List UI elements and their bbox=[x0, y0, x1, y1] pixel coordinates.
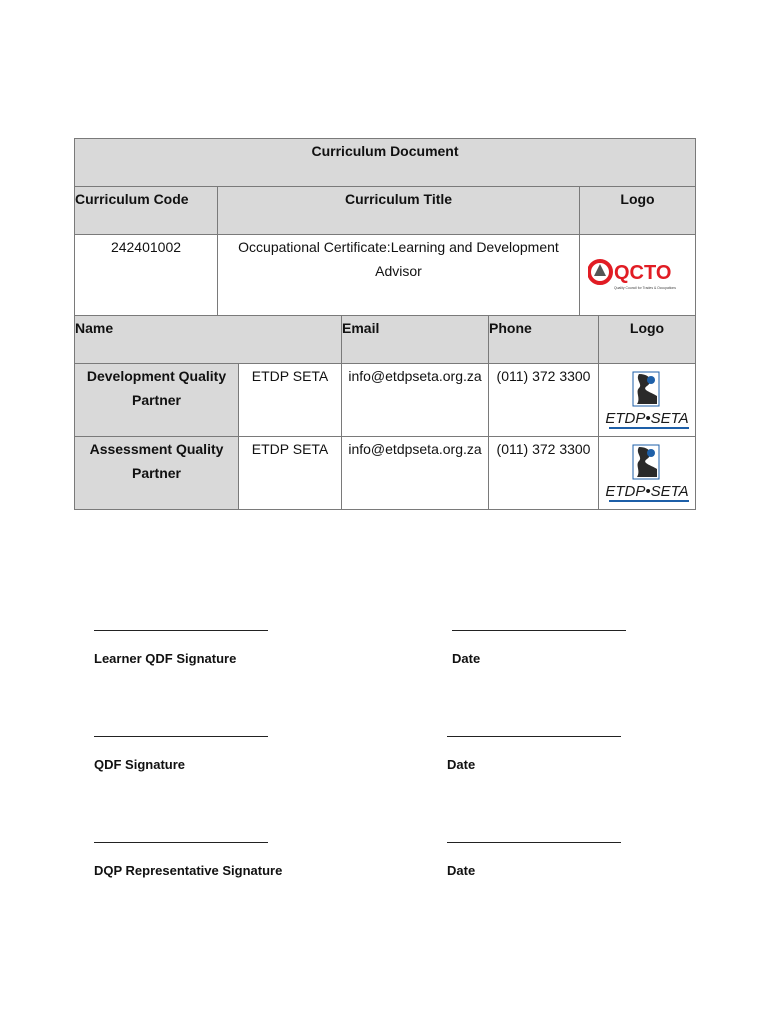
partner-email: info@etdpseta.org.za bbox=[342, 364, 489, 437]
partner-org: ETDP SETA bbox=[239, 364, 342, 437]
etdp-logo-cell bbox=[599, 364, 696, 437]
date-label: Date bbox=[452, 651, 481, 666]
date-label: Date bbox=[447, 757, 476, 772]
curriculum-table bbox=[74, 138, 696, 316]
date-line[interactable] bbox=[447, 736, 621, 737]
partners-table bbox=[74, 315, 696, 510]
qcto-mark-icon bbox=[589, 261, 611, 283]
qcto-brand: QCTO bbox=[613, 261, 671, 284]
etdp-logo-text: ETDP•SETA bbox=[605, 409, 689, 427]
date-line[interactable] bbox=[447, 842, 621, 843]
curriculum-code-header: Curriculum Code bbox=[75, 187, 218, 235]
partner-org: ETDP SETA bbox=[239, 437, 342, 510]
etdp-seta-logo bbox=[601, 439, 693, 505]
qcto-logo bbox=[588, 254, 688, 294]
partner-role: Development Quality Partner bbox=[75, 364, 239, 437]
partner-phone: (011) 372 3300 bbox=[489, 437, 599, 510]
signature-label: QDF Signature bbox=[94, 757, 186, 772]
qcto-tagline: Quality Council for Trades & Occupations bbox=[613, 285, 676, 290]
signature-line[interactable] bbox=[94, 630, 268, 631]
email-header: Email bbox=[342, 316, 489, 364]
name-header: Name bbox=[75, 316, 342, 364]
etdp-logo-text: ETDP•SETA bbox=[605, 482, 689, 500]
partner-phone: (011) 372 3300 bbox=[489, 364, 599, 437]
signature-line[interactable] bbox=[94, 736, 268, 737]
partner-email: info@etdpseta.org.za bbox=[342, 437, 489, 510]
table-row bbox=[75, 437, 696, 510]
date-label: Date bbox=[447, 863, 476, 878]
etdp-logo-cell bbox=[599, 437, 696, 510]
logo-header: Logo bbox=[580, 187, 696, 235]
partner-role: Assessment Quality Partner bbox=[75, 437, 239, 510]
etdp-seta-logo bbox=[601, 366, 693, 432]
signature-label: Learner QDF Signature bbox=[94, 651, 237, 666]
etdp-figure-icon bbox=[631, 443, 661, 481]
etdp-figure-icon bbox=[631, 370, 661, 408]
curriculum-title-header: Curriculum Title bbox=[218, 187, 580, 235]
phone-header: Phone bbox=[489, 316, 599, 364]
date-line[interactable] bbox=[452, 630, 626, 631]
curriculum-code: 242401002 bbox=[75, 235, 218, 316]
curriculum-title: Occupational Certificate:Learning and Development Advisor bbox=[218, 235, 580, 316]
table-row bbox=[75, 364, 696, 437]
qcto-logo-cell bbox=[580, 235, 696, 316]
partner-logo-header: Logo bbox=[599, 316, 696, 364]
signature-line[interactable] bbox=[94, 842, 268, 843]
curriculum-heading: Curriculum Document bbox=[75, 139, 696, 187]
signature-label: DQP Representative Signature bbox=[94, 863, 283, 878]
